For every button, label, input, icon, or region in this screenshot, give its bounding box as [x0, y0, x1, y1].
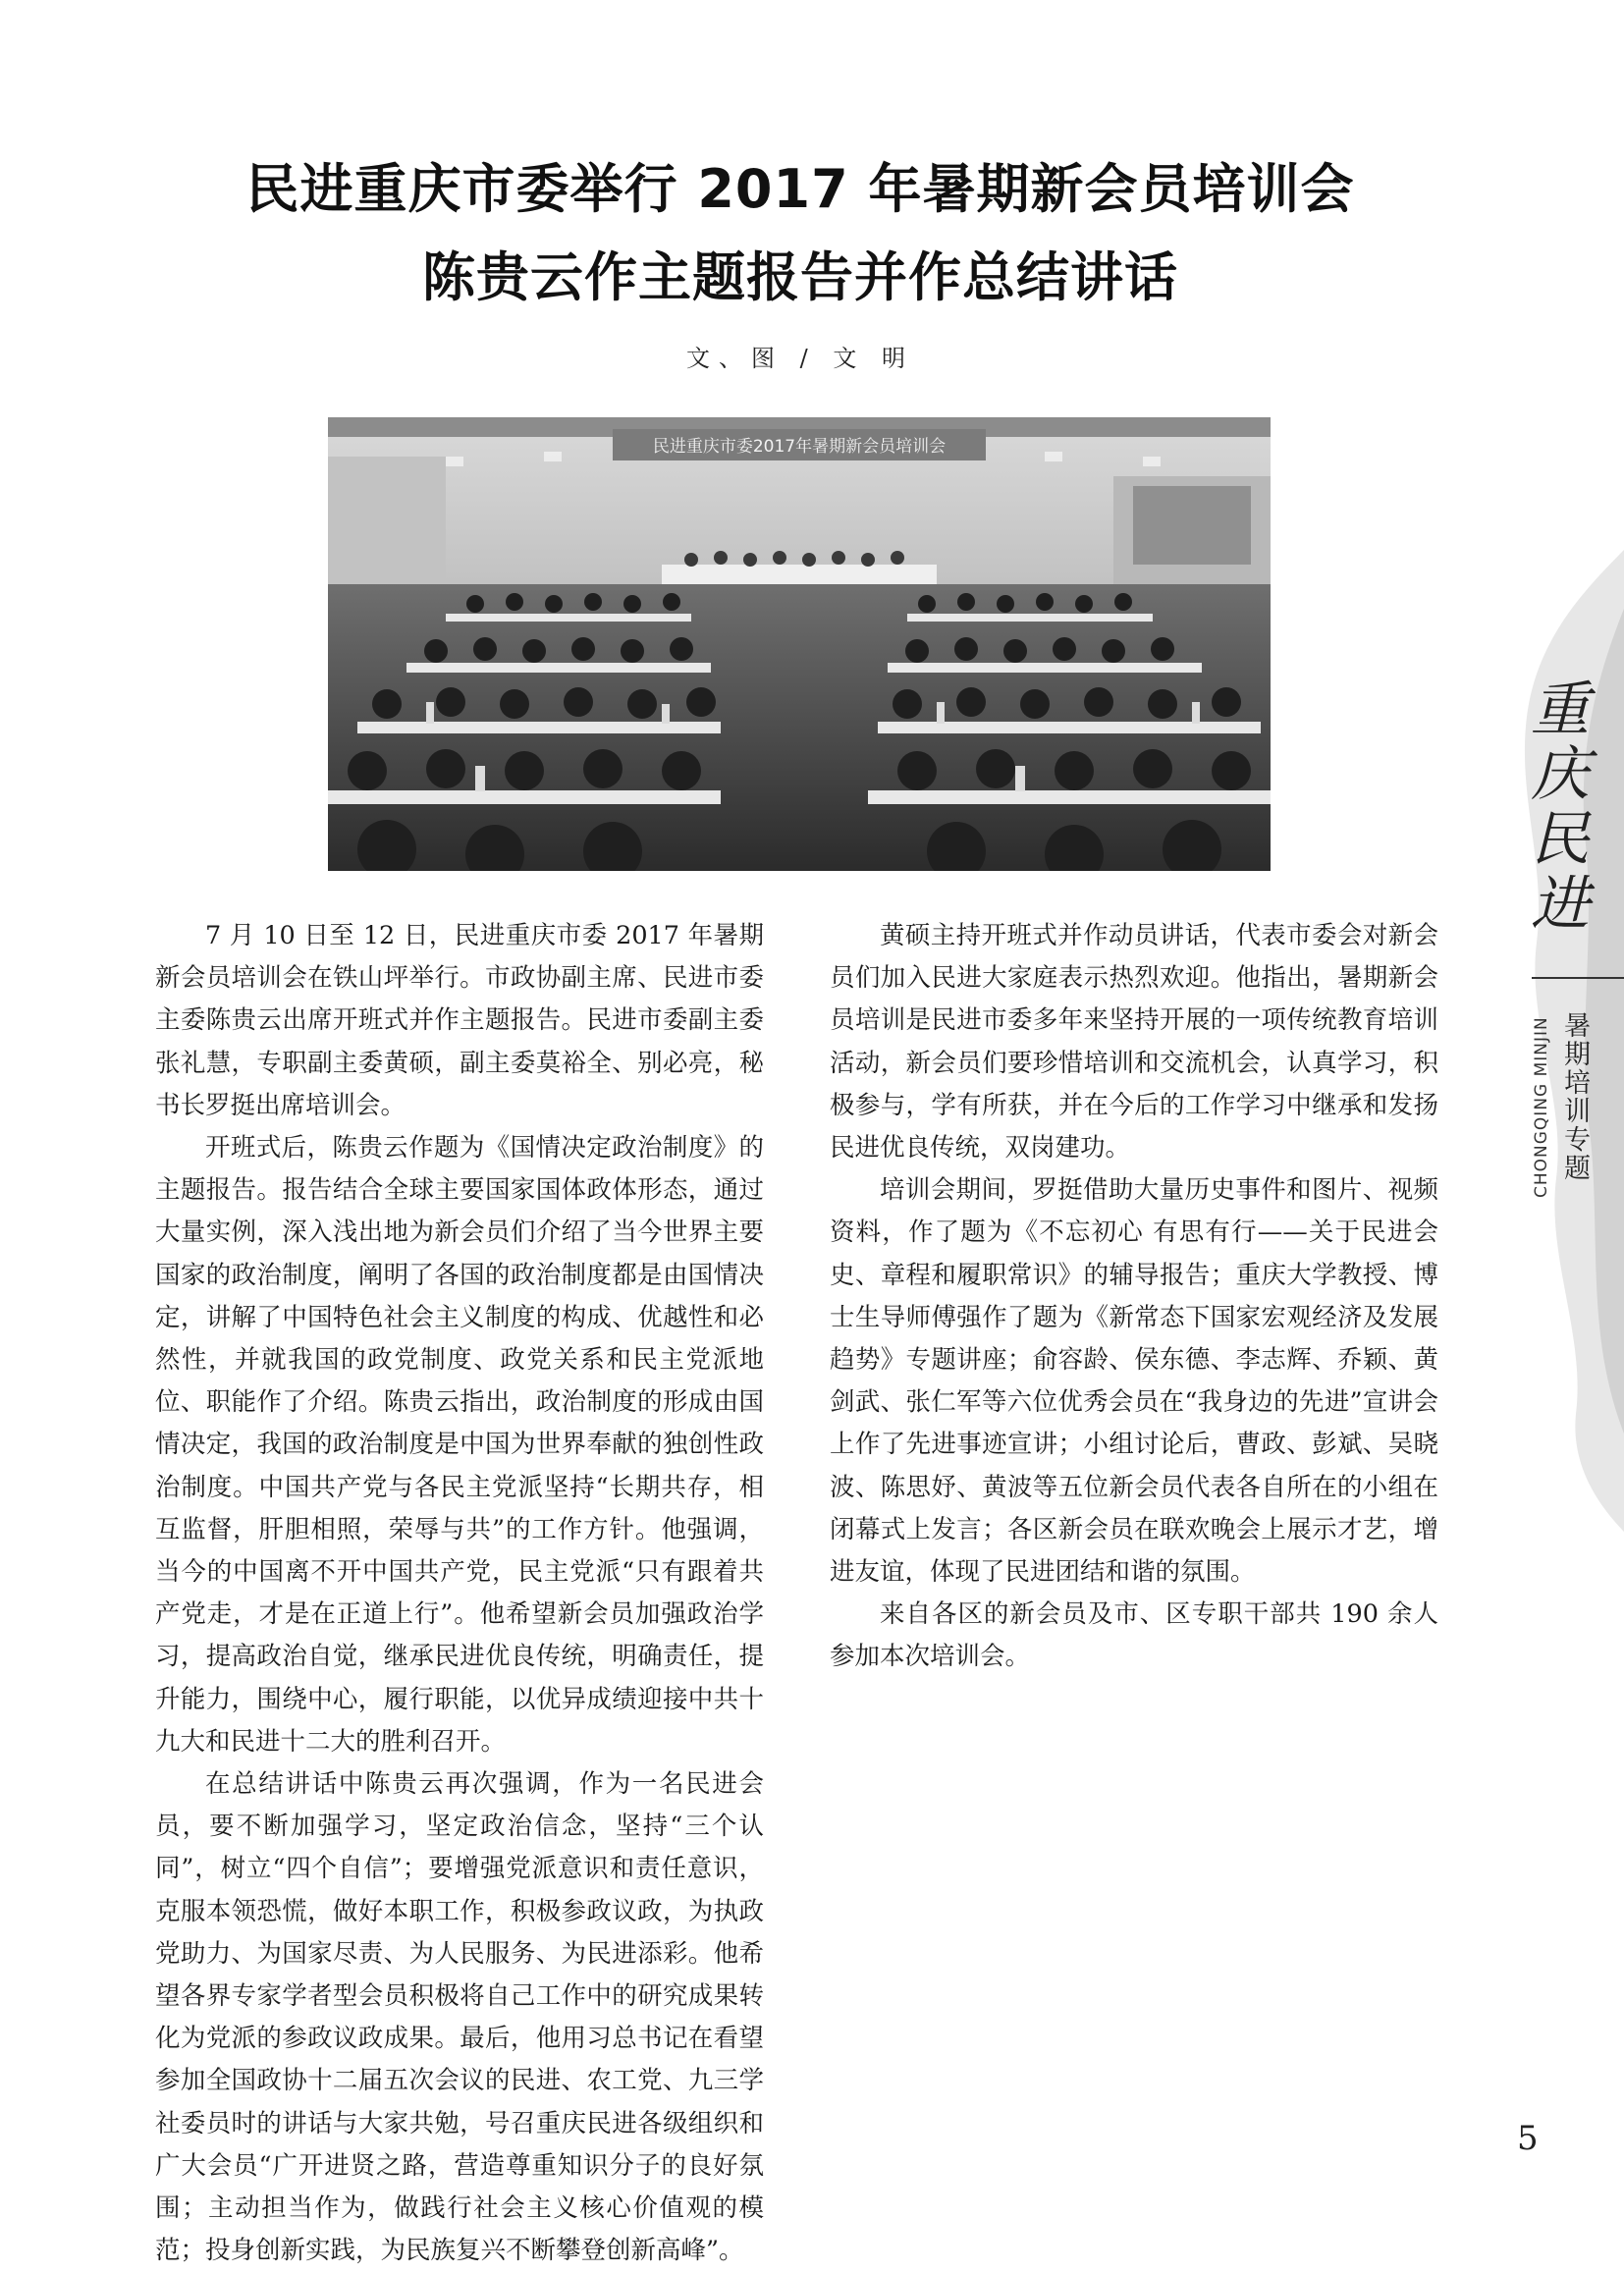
paragraph: 开班式后，陈贵云作题为《国情决定政治制度》的主题报告。报告结合全球主要国家国体政体形态，通过大量实例，深入浅出地为新会员们介绍了当今世界主要国家的政治制度，阐明了各国的政治制度都是由国情决定，讲解了中国特色社会主义制度的构成、优越性和必然性，并就我国的政党制度、政党关系和民主党派地位、职能作了介绍。陈贵云指出，政治制度的形成由国情决定，我国的政治制度是中国为世界奉献的独创性政治制度。中国共产党与各民主党派坚持“长期共存，相互监督，肝胆相照，荣辱与共”的工作方针。他强调，当今的中国离不开中国共产党，民主党派“只有跟着共产党走，才是在正道上行”。他希望新会员加强政治学习，提高政治自觉，继承民进优良传统，明确责任，提升能力，围绕中心，履行职能，以优异成绩迎接中共十九大和民进十二大的胜利召开。	[155, 1133, 764, 1757]
meeting-photo	[328, 417, 1271, 871]
sidebar-rule	[1532, 977, 1624, 979]
page-number: 5	[1517, 2119, 1539, 2158]
article-title-line-1: 民进重庆市委举行 2017 年暑期新会员培训会	[245, 158, 1355, 220]
paragraph: 在总结讲话中陈贵云再次强调，作为一名民进会员，要不断加强学习，坚定政治信念，坚持“三个认同”，树立“四个自信”；要增强党派意识和责任意识，克服本领恐慌，做好本职工作，积极参政议政，为执政党助力、为国家尽责、为人民服务、为民进添彩。他希望各界专家学者型会员积极将自己工作中的研究成果转化为党派的参政议政成果。最后，他用习总书记在看望参加全国政协十二届五次会议的民进、农工党、九三学社委员时的讲话与大家共勉，号召重庆民进各级组织和广大会员“广开进贤之路，营造尊重知识分子的良好氛围；主动担当作为，做践行社会主义核心价值观的模范；投身创新实践，为民族复兴不断攀登创新高峰”。	[155, 1769, 764, 2266]
pinyin-label: CHONGQING MINJIN	[1532, 1016, 1551, 1198]
article-title-line-2: 陈贵云作主题报告并作总结讲话	[422, 246, 1178, 308]
body-column-left	[155, 915, 764, 2273]
photo-banner-text: 民进重庆市委2017年暑期新会员培训会	[652, 437, 947, 457]
meeting-photo-illustration	[328, 417, 1271, 871]
paragraph: 黄硕主持开班式并作动员讲话，代表市委会对新会员们加入民进大家庭表示热烈欢迎。他指出，暑期新会员培训是民进市委多年来坚持开展的一项传统教育培训活动，新会员们要珍惜培训和交流机会，认真学习，积极参与，学有所获，并在今后的工作学习中继承和发扬民进优良传统，双岗建功。	[830, 921, 1438, 1164]
section-label: 暑期培训专题	[1559, 1011, 1590, 1182]
body-column-right	[830, 915, 1438, 1679]
paragraph: 7 月 10 日至 12 日，民进重庆市委 2017 年暑期新会员培训会在铁山坪举行。市政协副主席、民进市委主委陈贵云出席开班式并作主题报告。民进市委副主委张礼慧，专职副主委黄硕，副主委莫裕全、别必亮，秘书长罗挺出席培训会。	[155, 921, 764, 1120]
paragraph: 培训会期间，罗挺借助大量历史事件和图片、视频资料，作了题为《不忘初心 有思有行——关于民进会史、章程和履职常识》的辅导报告；重庆大学教授、博士生导师傅强作了题为《新常态下国家宏观经济及发展趋势》专题讲座；俞容龄、侯东德、李志辉、乔颖、黄剑武、张仁军等六位优秀会员在“我身边的先进”宣讲会上作了先进事迹宣讲；小组讨论后，曹政、彭斌、吴晓波、陈思妤、黄波等五位新会员代表各自所在的小组在闭幕式上发言；各区新会员在联欢晚会上展示才艺，增进友谊，体现了民进团结和谐的氛围。	[830, 1175, 1438, 1588]
paragraph: 来自各区的新会员及市、区专职干部共 190 余人参加本次培训会。	[830, 1599, 1438, 1672]
byline: 文、图 / 文 明	[686, 345, 914, 372]
calligraphy-masthead: 重庆民进	[1521, 677, 1590, 937]
